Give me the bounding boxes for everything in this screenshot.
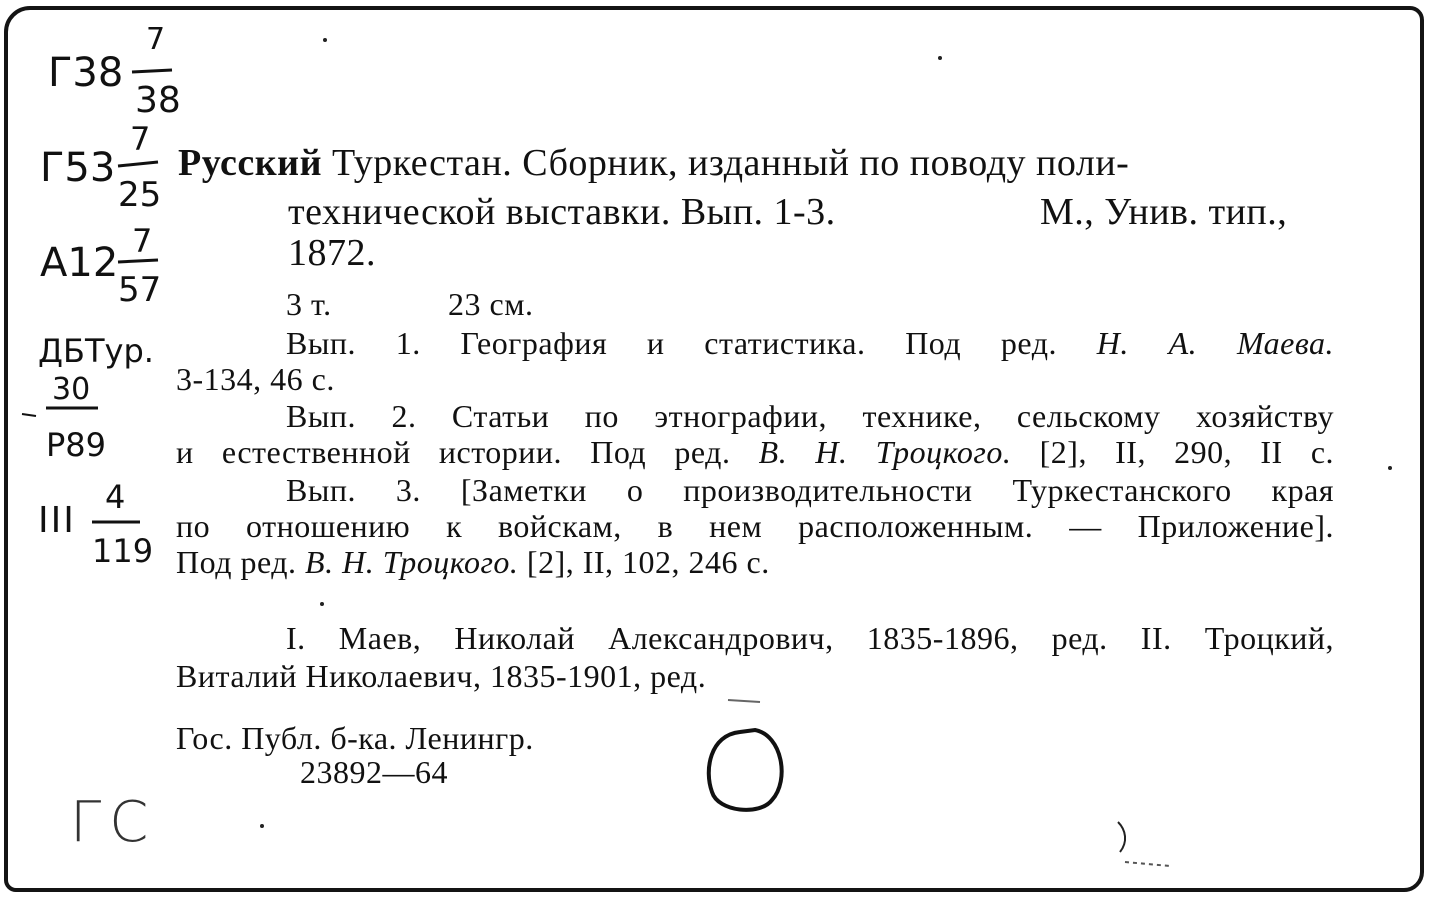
extent-volumes: 3 т. — [286, 286, 332, 322]
call-number-2-denominator: 25 — [118, 175, 162, 215]
volume-3-line-2: по отношению к войскам, в нем расположенным. — Приложение]. — [176, 508, 1334, 544]
call-number-3-prefix: A12 — [40, 240, 119, 286]
volume-2-line-1: Вып. 2. Статьи по этнографии, технике, сельскому хозяйству — [286, 398, 1334, 434]
volume-3-pages: [2], II, 102, 246 с. — [526, 544, 770, 580]
title-line-2: технической выставки. Вып. 1-3. — [288, 191, 836, 233]
volume-2-editor: В. Н. Троцкого. — [758, 434, 1012, 470]
handwritten-mark-gs: ГС — [70, 790, 157, 855]
volume-2-text: и естественной истории. Под ред. — [176, 434, 731, 470]
call-number-3-numerator: 7 — [132, 222, 153, 260]
volume-1-text: Вып. 1. География и статистика. Под ред. — [286, 325, 1057, 361]
call-number-5-prefix: III — [38, 500, 76, 541]
volume-2-line-2 — [176, 436, 1334, 468]
call-number-3-denominator: 57 — [118, 270, 162, 310]
volume-1-editor: Н. А. Маева. — [1096, 325, 1335, 361]
volume-2-pages: [2], II, 290, II с. — [1039, 434, 1335, 470]
call-number-5-numerator: 4 — [105, 478, 126, 516]
call-number-4-top: ДБТур. — [38, 332, 154, 370]
volume-3-editor: В. Н. Троцкого. — [305, 544, 519, 580]
tracing-line-2: Виталий Николаевич, 1835-1901, ред. — [176, 658, 707, 694]
title-line-3: 1872. — [288, 232, 376, 274]
call-number-1-denominator: 38 — [135, 80, 181, 121]
title-line-2-place: М., Унив. тип., — [1040, 191, 1288, 233]
card-number: 23892—64 — [300, 754, 448, 790]
title-line-1 — [178, 144, 1129, 182]
volume-1-line-1 — [286, 327, 1334, 359]
title-bold: Русский — [178, 142, 322, 184]
call-number-1-numerator: 7 — [146, 22, 166, 57]
volume-3-line-3 — [176, 546, 770, 578]
call-number-2-numerator: 7 — [130, 120, 151, 158]
volume-3-line-1: Вып. 3. [Заметки о производительности Туркестанского края — [286, 472, 1334, 508]
call-number-2-prefix: Г53 — [40, 145, 116, 191]
extent-size: 23 см. — [448, 286, 534, 322]
title-line-1-rest: Туркестан. Сборник, изданный по поводу поли- — [331, 142, 1130, 184]
volume-3-text: Под ред. — [176, 544, 297, 580]
call-number-4-numerator: 30 — [52, 372, 91, 407]
volume-1-line-2: 3-134, 46 с. — [176, 361, 335, 397]
call-number-1-prefix: Г38 — [48, 50, 124, 96]
tracing-line-1: I. Маев, Николай Александрович, 1835-1896, ред. II. Троцкий, — [286, 620, 1334, 656]
call-number-4-denominator: P89 — [46, 426, 107, 464]
call-number-5-denominator: 119 — [92, 532, 154, 570]
library-name: Гос. Публ. б-ка. Ленингр. — [176, 720, 534, 756]
